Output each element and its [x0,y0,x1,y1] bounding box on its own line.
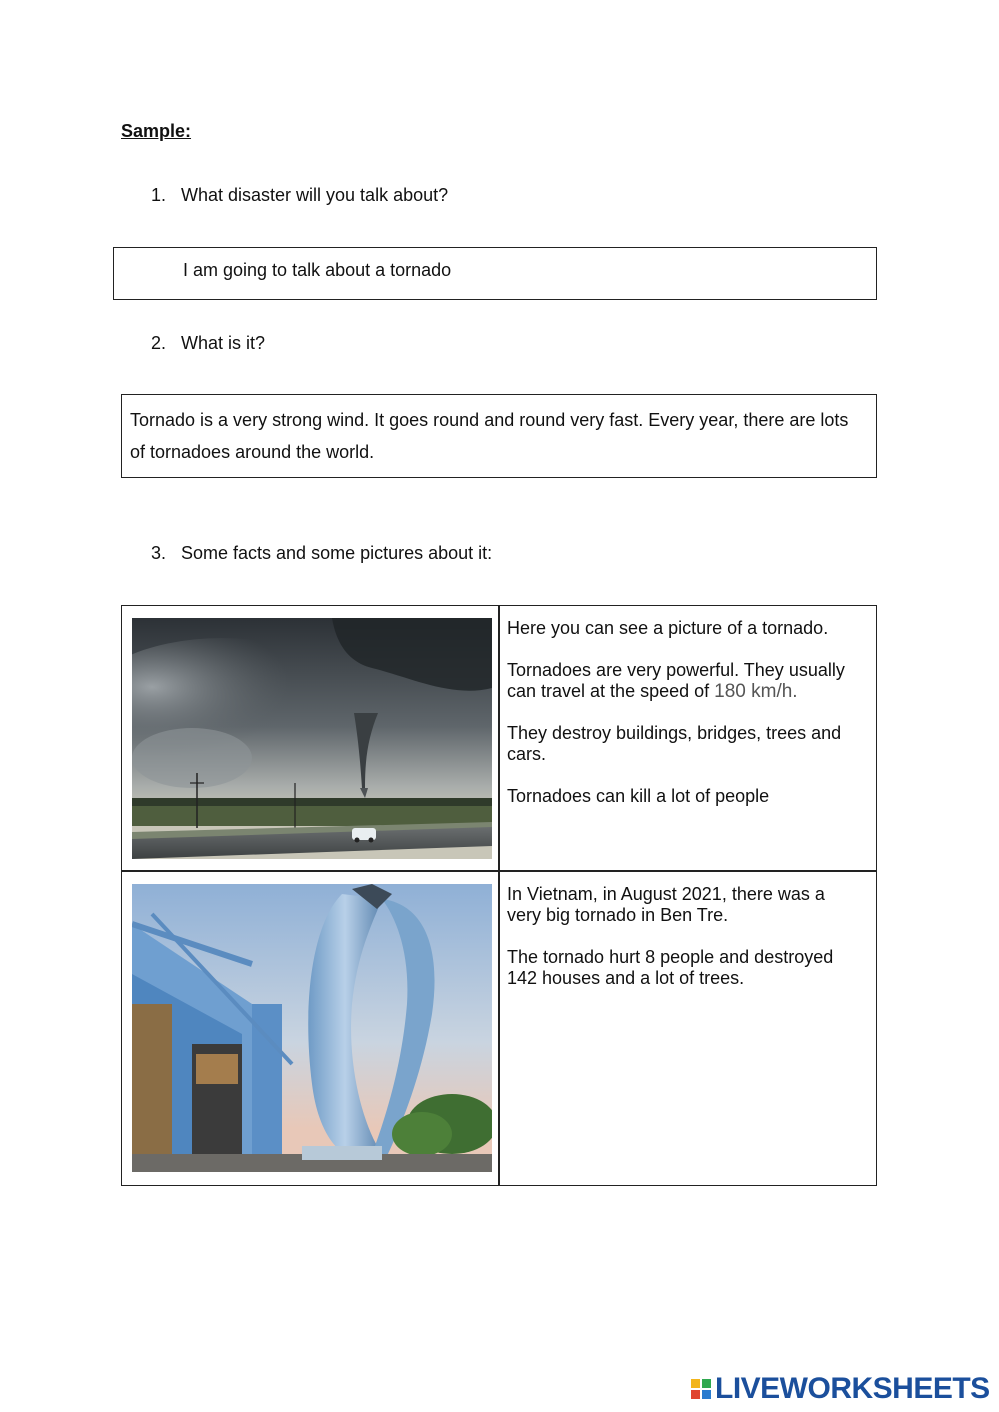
question-3 [151,543,492,564]
tornado-photo [132,618,492,859]
answer-2-box[interactable] [121,394,877,478]
logo-text: LIVEWORKSHEETS [715,1372,990,1405]
facts-row-1-p4: Tornadoes can kill a lot of people [507,786,770,806]
facts-row-2-p2: The tornado hurt 8 people and destroyed 142 houses and a lot of trees. [507,947,834,988]
logo-blocks-icon [691,1379,711,1399]
question-2-text: What is it? [181,333,266,353]
facts-row-1-p1: Here you can see a picture of a tornado. [507,618,829,638]
answer-2-text: Tornado is a very strong wind. It goes round and round very fast. Every year, there are lots of tornadoes around the world. [130,410,849,462]
question-2-number: 2. [151,333,167,353]
facts-row-1-p2 [507,660,862,702]
facts-row-1-p3: They destroy buildings, bridges, trees and cars. [507,723,842,764]
question-2 [151,333,265,354]
facts-row-2-p1: In Vietnam, in August 2021, there was a very big tornado in Ben Tre. [507,884,825,925]
tornado-damage-photo [132,884,492,1172]
question-3-text: Some facts and some pictures about it: [181,543,493,563]
table-divider-vertical [498,605,500,1186]
question-1-number: 1. [151,185,167,205]
question-1-text: What disaster will you talk about? [181,185,449,205]
liveworksheets-logo[interactable] [691,1372,990,1406]
facts-row-1-p2-prefix: Tornadoes are very powerful. They usually can travel at the speed of [507,660,845,701]
answer-1-box[interactable] [113,247,877,300]
facts-row-1-speed: 180 km/h. [714,681,798,702]
answer-1-text: I am going to talk about a tornado [183,260,452,280]
facts-row-2-text [507,884,862,1010]
page-heading: Sample: [121,121,192,141]
question-3-number: 3. [151,543,167,563]
question-1 [151,185,448,206]
table-divider-horizontal [121,870,877,872]
facts-row-1-text [507,618,862,828]
